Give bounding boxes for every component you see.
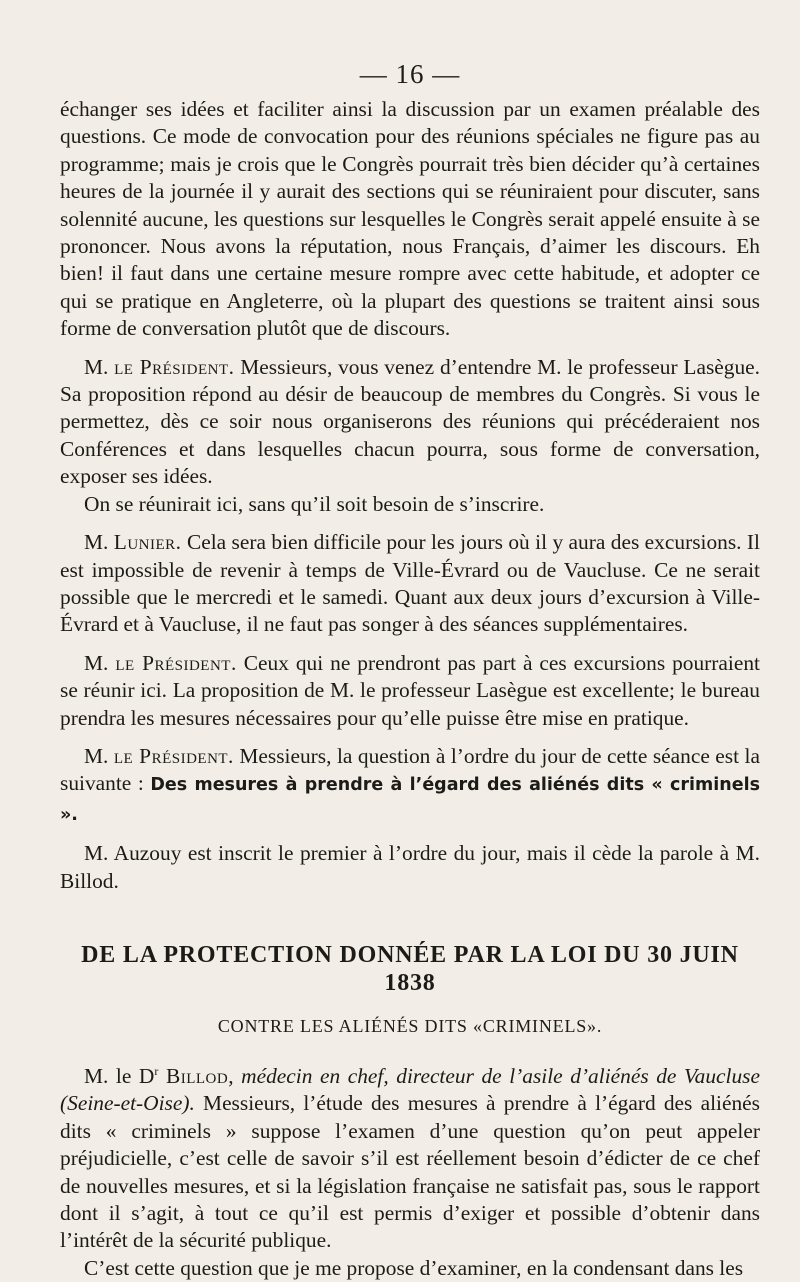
doctor-superscript: r bbox=[154, 1063, 159, 1078]
paragraph-3: On se réunirait ici, sans qu’il soit besoin de s’inscrire. bbox=[84, 491, 545, 516]
paragraph-last: C’est cette question que je me propose d’examiner, en la condensant dans les bbox=[84, 1255, 744, 1280]
page-number: — 16 — bbox=[359, 59, 461, 89]
paragraph-2-text: Messieurs, vous venez d’entendre M. le professeur Lasègue. Sa proposition répond au désir de beaucoup de membres du Congrès. Si vous le permettez, dès ce soir nous organiserons des réunions qui précéderaient nos Conférences et dans lesquelles chacun pourra, sous forme de conversation, exposer ses idées. bbox=[60, 354, 760, 489]
speaker-lunier: Lunier. bbox=[113, 530, 182, 555]
paragraph-4-prefix: M. bbox=[84, 530, 114, 555]
paragraph-7: M. Auzouy est inscrit le premier à l’ordre du jour, mais il cède la parole à M. Billod. bbox=[60, 841, 760, 893]
section-subheading: CONTRE LES ALIÉNÉS DITS «CRIMINELS». bbox=[217, 1015, 603, 1036]
paragraph-2 bbox=[60, 354, 760, 491]
speaker-president: le Président. bbox=[115, 650, 237, 675]
paragraph-5 bbox=[60, 650, 760, 732]
paragraph-6 bbox=[60, 743, 760, 829]
section-heading: DE LA PROTECTION DONNÉE PAR LA LOI DU 30 JUIN 1838 bbox=[81, 941, 739, 996]
paragraph-5-prefix: M. bbox=[84, 650, 116, 675]
billod-prefix: M. le D bbox=[84, 1063, 155, 1088]
paragraph-6-prefix: M. bbox=[84, 743, 114, 768]
billod-role: médecin en chef, directeur de l’asile d’aliénés de Vaucluse (Seine-et-Oise). bbox=[60, 1063, 760, 1116]
speaker-billod: Billod bbox=[165, 1063, 229, 1088]
paragraph-2-prefix: M. bbox=[84, 354, 115, 379]
speaker-president: le Président. bbox=[113, 743, 234, 768]
paragraph-1: échanger ses idées et faciliter ainsi la discussion par un examen préalable des questions. Ce mode de convocation pour des réunions spéciales ne figure pas au programme; mais je crois que le Congrès pourrait très bien décider qu’à certaines heures de la journée il y aurait des sections qui se réuniraient pour discuter, sans solennité aucune, les questions sur lesquelles le Congrès serait appelé ensuite à se prononcer. Nous avons la réputation, nous Français, d’aimer les discours. Eh bien! il faut dans une certaine mesure rompre avec cette habitude, et adopter ce qui se pratique en Angleterre, où la plupart des questions se traitent ainsi sous forme de conversation plutôt que de discours. bbox=[60, 97, 760, 341]
billod-comma: , bbox=[228, 1063, 242, 1088]
speaker-president: le Président. bbox=[114, 354, 235, 379]
agenda-question: Des mesures à prendre à l’égard des aliénés dits « criminels ». bbox=[60, 775, 760, 825]
paragraph-4 bbox=[60, 529, 760, 639]
paragraph-billod bbox=[60, 1063, 760, 1255]
document-body bbox=[60, 96, 760, 1282]
paragraph-4-text: Cela sera bien difficile pour les jours où il y aura des excursions. Il est impossible de revenir à temps de Ville-Évrard ou de Vaucluse. Ce ne serait possible que le mercredi et le samedi. Quant aux deux jours d’excursion à Ville-Évrard et à Vaucluse, il ne faut pas songer à des séances supplémentaires. bbox=[60, 530, 760, 637]
billod-text: Messieurs, l’étude des mesures à prendre à l’égard des aliénés dits « criminels » suppose l’examen d’une question qu’on peut appeler préjudicielle, c’est celle de savoir s’il est réellement besoin d’édicter de ce chef de nouvelles mesures, et si la législation française ne satisfait pas, sous le rapport dont il s’agit, à tout ce qu’il est permis d’exiger et possible d’obtenir dans l’intérêt de la sécurité publique. bbox=[60, 1091, 760, 1253]
paragraph-5-text: Ceux qui ne prendront pas part à ces excursions pourraient se réunir ici. La proposition de M. le professeur Lasègue est excellente; le bureau prendra les mesures nécessaires pour qu’elle puisse être mise en pratique. bbox=[60, 650, 761, 730]
paragraph-6-text: Messieurs, la question à l’ordre du jour de cette séance est la suivante : bbox=[60, 743, 760, 796]
